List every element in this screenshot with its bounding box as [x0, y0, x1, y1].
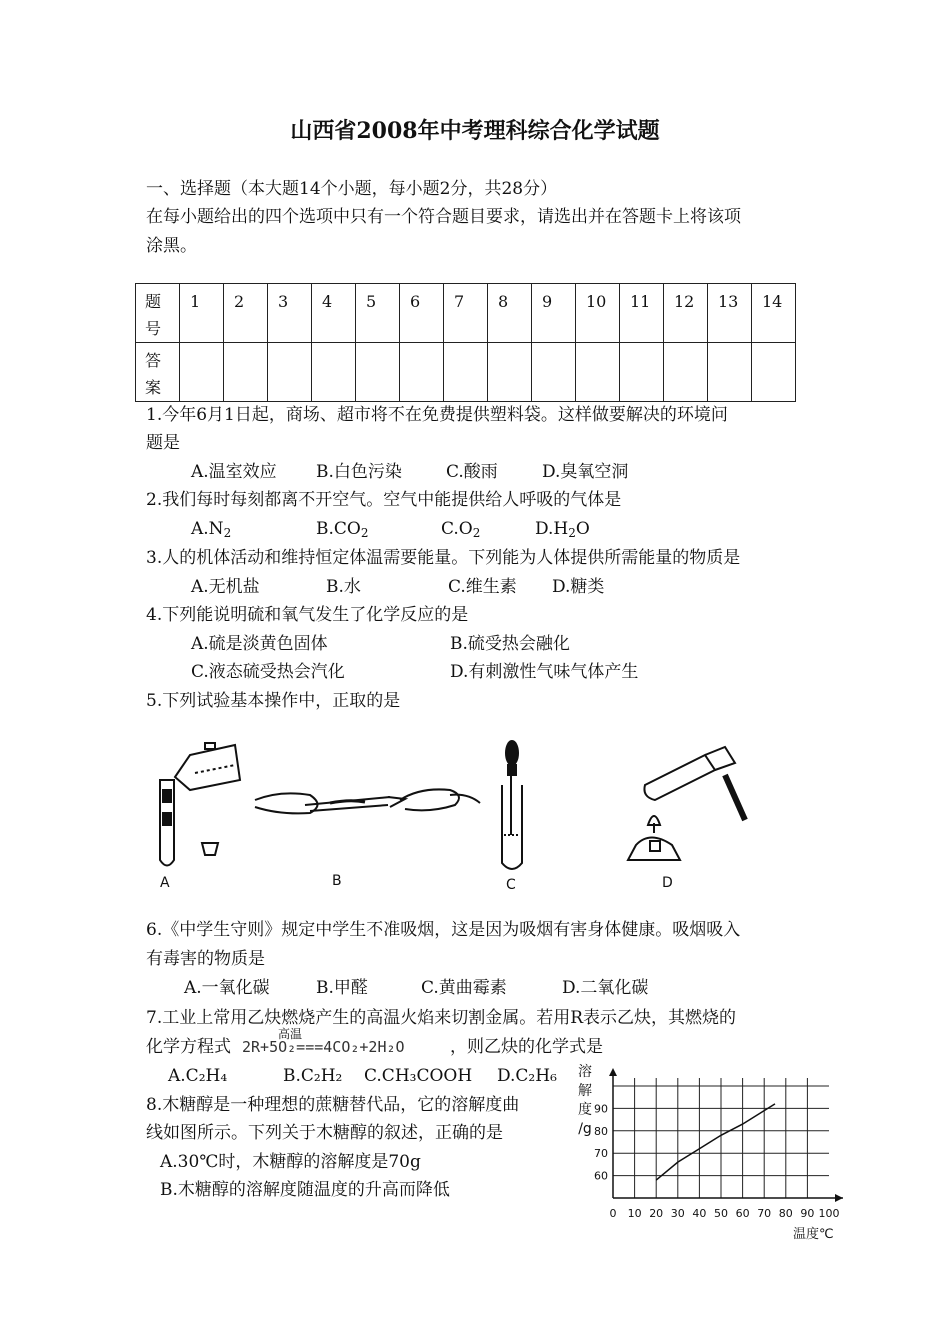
q7-option-b: B.C₂H₂: [283, 1066, 343, 1086]
question-number-cell: 10: [576, 284, 620, 343]
q7-option-a: A.C₂H₄: [168, 1066, 228, 1086]
question-number-cell: 12: [664, 284, 708, 343]
answer-cell[interactable]: [488, 343, 532, 402]
chart-grid: [613, 1078, 829, 1198]
answer-cell[interactable]: [576, 343, 620, 402]
x-tick-label: 80: [778, 1207, 793, 1220]
q2-stem: 2.我们每时每刻都离不开空气。空气中能提供给人呼吸的气体是: [146, 490, 622, 510]
figure-b-hands: [255, 789, 480, 813]
solubility-chart: [565, 1060, 855, 1245]
q6-option-c: C.黄曲霉素: [421, 978, 507, 998]
y-tick-label: 80: [594, 1124, 608, 1138]
chart-xlabel: 温度℃: [793, 1227, 834, 1242]
answer-cell[interactable]: [400, 343, 444, 402]
question-number-cell: 2: [224, 284, 268, 343]
q6-option-a: A.一氧化碳: [184, 978, 270, 998]
q2-option-b: $B.CO_2$: [316, 519, 369, 540]
question-number-cell: 6: [400, 284, 444, 343]
section-instruction-line2: 涂黑。: [146, 236, 197, 256]
q7-option-d: D.C₂H₆: [497, 1066, 557, 1086]
q5-stem: 5.下列试验基本操作中，正取的是: [146, 691, 401, 711]
lab-operations-figure: [150, 735, 750, 895]
answer-table-answer-row: [136, 343, 796, 402]
q1-stem-line2: 题是: [146, 433, 180, 453]
figure-label-a: A: [160, 875, 170, 891]
figure-d-alcohol-lamp: [628, 747, 745, 860]
answer-cell[interactable]: [752, 343, 796, 402]
figure-a-pouring: [160, 743, 240, 866]
q3-option-c: C.维生素: [448, 577, 517, 597]
q1-option-b: B.白色污染: [316, 462, 402, 482]
q4-stem: 4.下列能说明硫和氧气发生了化学反应的是: [146, 605, 469, 625]
answer-cell[interactable]: [708, 343, 752, 402]
q1-stem-line1: 1.今年6月1日起，商场、超市将不在免费提供塑料袋。这样做要解决的环境问: [146, 405, 728, 425]
y-axis-arrow: [609, 1068, 617, 1076]
answer-cell[interactable]: [180, 343, 224, 402]
x-tick-label: 0: [609, 1207, 617, 1220]
x-tick-label: 90: [800, 1207, 815, 1220]
question-number-cell: 3: [268, 284, 312, 343]
y-tick-label: 70: [594, 1147, 608, 1161]
y-tick-label: 60: [594, 1169, 608, 1183]
q4-option-a: A.硫是淡黄色固体: [191, 634, 328, 654]
number-row-label: 题 号: [136, 284, 180, 343]
answer-cell[interactable]: [532, 343, 576, 402]
x-tick-label: 60: [735, 1207, 750, 1220]
question-number-cell: 7: [444, 284, 488, 343]
y-tick-label: 90: [594, 1102, 608, 1116]
q3-option-a: A.无机盐: [191, 577, 260, 597]
x-tick-label: 20: [649, 1207, 664, 1220]
question-number-cell: 8: [488, 284, 532, 343]
answer-cell[interactable]: [356, 343, 400, 402]
q7-equation-condition: 高温: [278, 1027, 303, 1041]
chart-ylabel: [578, 1063, 592, 1137]
answer-cell[interactable]: [444, 343, 488, 402]
x-tick-label: 70: [757, 1207, 772, 1220]
figure-label-d: D: [662, 875, 673, 891]
chart-series: [656, 1104, 775, 1180]
answer-cell[interactable]: [664, 343, 708, 402]
y-axis-label-char: /g: [578, 1121, 592, 1137]
x-tick-label: 10: [627, 1207, 642, 1220]
answer-table-number-row: [136, 284, 796, 343]
answer-row-label: 答 案: [136, 343, 180, 402]
chart-tick-labels: [594, 1102, 840, 1220]
y-axis-label-char: 度: [578, 1102, 592, 1118]
q3-option-b: B.水: [326, 577, 361, 597]
q1-option-d: D.臭氧空洞: [542, 462, 629, 482]
x-tick-label: 40: [692, 1207, 707, 1220]
x-axis-arrow: [835, 1194, 843, 1202]
q1-option-a: A.温室效应: [191, 462, 277, 482]
q7-stem-line2-post: ，则乙炔的化学式是: [450, 1037, 603, 1057]
q3-stem: 3.人的机体活动和维持恒定体温需要能量。下列能为人体提供所需能量的物质是: [146, 548, 741, 568]
q8-stem-line2: 线如图所示。下列关于木糖醇的叙述，正确的是: [146, 1123, 503, 1143]
x-tick-label: 50: [714, 1207, 728, 1220]
chart-axes: [609, 1068, 843, 1202]
q7-stem-line2-pre: 化学方程式: [146, 1037, 231, 1057]
q8-option-b: B.木糖醇的溶解度随温度的升高而降低: [160, 1180, 450, 1200]
answer-cell[interactable]: [312, 343, 356, 402]
question-number-cell: 5: [356, 284, 400, 343]
q6-stem-line1: 6.《中学生守则》规定中学生不准吸烟，这是因为吸烟有害身体健康。吸烟吸入: [146, 920, 741, 940]
figure-label-b: B: [332, 873, 342, 889]
question-number-cell: 1: [180, 284, 224, 343]
answer-table: [135, 283, 796, 402]
q6-option-d: D.二氧化碳: [562, 978, 649, 998]
q2-option-c: $C.O_2$: [441, 519, 481, 540]
figure-label-c: C: [506, 877, 516, 893]
q2-option-d: $D.H_2O$: [535, 519, 590, 540]
question-number-cell: 9: [532, 284, 576, 343]
q7-stem-line1: 7.工业上常用乙炔燃烧产生的高温火焰来切割金属。若用R表示乙炔，其燃烧的: [146, 1008, 737, 1028]
q3-option-d: D.糖类: [552, 577, 605, 597]
question-number-cell: 11: [620, 284, 664, 343]
q1-option-c: C.酸雨: [446, 462, 498, 482]
q4-option-b: B.硫受热会融化: [450, 634, 570, 654]
figure-c-dropper: [502, 741, 522, 869]
x-tick-label: 100: [818, 1207, 840, 1220]
y-axis-label-char: 解: [578, 1083, 592, 1099]
question-number-cell: 4: [312, 284, 356, 343]
q8-option-a: A.30℃时，木糖醇的溶解度是70g: [160, 1152, 421, 1172]
q6-option-b: B.甲醛: [316, 978, 368, 998]
question-number-cell: 14: [752, 284, 796, 343]
q4-option-c: C.液态硫受热会汽化: [191, 662, 345, 682]
section-heading: 一、选择题（本大题14个小题，每小题2分，共28分）: [146, 179, 558, 199]
solubility-curve: [656, 1104, 775, 1180]
section-instruction-line1: 在每小题给出的四个选项中只有一个符合题目要求，请选出并在答题卡上将该项: [146, 207, 741, 227]
answer-cell[interactable]: [224, 343, 268, 402]
q2-option-a: $A.N_2$: [191, 519, 232, 540]
answer-cell[interactable]: [620, 343, 664, 402]
q7-equation: 2R+5O₂===4CO₂+2H₂O: [242, 1038, 405, 1056]
question-number-cell: 13: [708, 284, 752, 343]
x-tick-label: 30: [670, 1207, 685, 1220]
q8-stem-line1: 8.木糖醇是一种理想的蔗糖替代品，它的溶解度曲: [146, 1095, 520, 1115]
page-title: 山西省2008年中考理科综合化学试题: [290, 118, 660, 144]
answer-cell[interactable]: [268, 343, 312, 402]
q6-stem-line2: 有毒害的物质是: [146, 949, 265, 969]
y-axis-label-char: 溶: [578, 1064, 592, 1080]
q7-option-c: C.CH₃COOH: [364, 1066, 473, 1086]
q4-option-d: D.有刺激性气味气体产生: [450, 662, 639, 682]
